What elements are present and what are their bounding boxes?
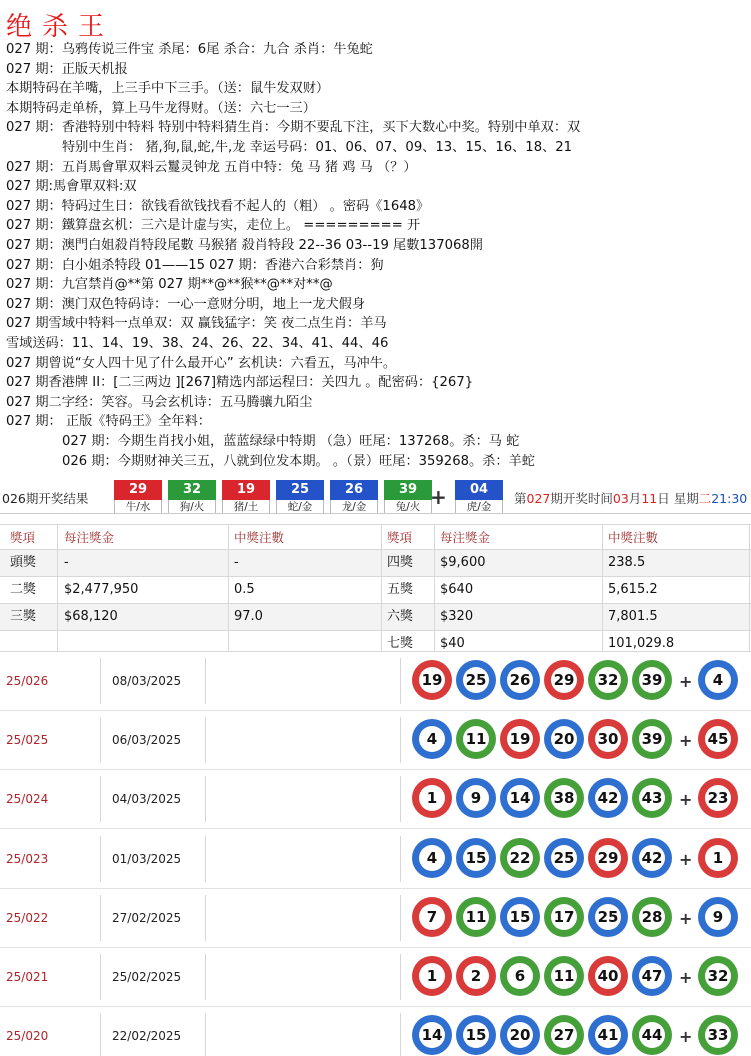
history-row [0, 889, 751, 948]
draw-ball [276, 480, 324, 514]
draw-ball [384, 480, 432, 514]
draw-ball-number: 29 [114, 480, 162, 500]
draw-ball-zodiac: 蛇/金 [276, 500, 324, 514]
draw-ball-zodiac: 虎/金 [455, 500, 503, 514]
ball-number: 42 [595, 785, 621, 811]
prize-header: 每注獎金 [440, 530, 491, 545]
plus-sign: + [679, 790, 693, 810]
draw-date: 01/03/2025 [112, 851, 182, 866]
draw-date: 25/02/2025 [112, 970, 182, 984]
history-column-divider [205, 895, 206, 941]
draw-date: 06/03/2025 [112, 733, 182, 748]
text-line: 027 期：香港特别中特料 特别中特料猜生肖：今期不要乱下注，买下大数心中奖。特别中单双：双 [6, 120, 581, 136]
plus-sign: + [430, 485, 447, 509]
next-draw-time: 21:30 [711, 491, 748, 506]
draw-ball-zodiac: 狗/火 [168, 500, 216, 514]
next-draw-weekday: 二 [698, 491, 712, 506]
history-column-divider [205, 717, 206, 763]
text-line: 027 期雪域中特料一点单双：双 赢钱猛字：笑 夜二点生肖：羊马 [6, 316, 387, 332]
ball-number: 26 [507, 667, 533, 693]
history-column-divider [100, 895, 101, 941]
draw-ball-zodiac: 猪/土 [222, 500, 270, 514]
ball-number: 20 [551, 726, 577, 752]
lottery-ball [544, 897, 584, 937]
lottery-ball [500, 897, 540, 937]
lottery-ball [544, 660, 584, 700]
prize-cell: 頭獎 [10, 555, 37, 570]
prize-table [0, 524, 751, 652]
ball-number: 19 [419, 667, 445, 693]
ball-number: 2 [463, 963, 489, 989]
lottery-ball [588, 660, 628, 700]
draw-date: 04/03/2025 [112, 792, 182, 807]
draw-ball [330, 480, 378, 514]
prize-cell: - [234, 555, 239, 570]
ball-number: 14 [507, 785, 533, 811]
lottery-ball [412, 838, 452, 878]
lottery-ball [588, 956, 628, 996]
prize-header: 獎項 [387, 530, 413, 545]
lottery-ball [500, 1015, 540, 1055]
draw-ball-zodiac: 牛/水 [114, 500, 162, 514]
prize-header: 中獎注數 [608, 530, 659, 545]
ball-number: 30 [595, 726, 621, 752]
prize-cell: $2,477,950 [64, 582, 139, 597]
next-draw-info [514, 489, 747, 507]
lottery-ball [500, 660, 540, 700]
ball-number: 4 [419, 726, 445, 752]
history-column-divider [100, 717, 101, 763]
draw-ball [222, 480, 270, 514]
history-results [0, 652, 751, 1056]
lottery-ball [544, 778, 584, 818]
lottery-ball [588, 1015, 628, 1055]
text-line: 特别中生肖： 猪,狗,鼠,蛇,牛,龙 幸运号码：01、06、07、09、13、15、16、18、21 [62, 140, 573, 155]
period-number: 25/024 [6, 792, 49, 807]
history-column-divider [100, 1013, 101, 1056]
ball-number: 15 [507, 904, 533, 930]
prize-column-divider [434, 524, 435, 652]
special-ball [698, 660, 738, 700]
text-line: 027 期曾说“女人四十见了什么最开心” 玄机诀：六看五，马冲牛。 [6, 355, 397, 371]
lottery-ball [456, 838, 496, 878]
lottery-ball [456, 1015, 496, 1055]
ball-number: 25 [463, 667, 489, 693]
draw-ball-zodiac: 龙/金 [330, 500, 378, 514]
period-number: 25/020 [6, 1029, 49, 1044]
lottery-ball [456, 660, 496, 700]
prize-cell: $640 [440, 582, 474, 597]
lottery-ball [412, 897, 452, 937]
ball-number: 41 [595, 1022, 621, 1048]
lottery-ball [456, 719, 496, 759]
period-number: 25/022 [6, 910, 49, 925]
lottery-ball [544, 956, 584, 996]
lottery-ball [456, 956, 496, 996]
prize-column-divider [602, 524, 603, 652]
history-column-divider [400, 717, 401, 763]
prize-cell: $320 [440, 609, 474, 624]
plus-sign: + [679, 908, 693, 928]
draw-ball-number: 04 [455, 480, 503, 500]
ball-number: 23 [705, 785, 731, 811]
prize-cell: $68,120 [64, 609, 118, 624]
history-column-divider [100, 658, 101, 704]
text-line: 027 期：正版天机报 [6, 61, 128, 77]
ball-number: 4 [419, 845, 445, 871]
ball-number: 25 [551, 845, 577, 871]
lottery-ball [412, 660, 452, 700]
history-column-divider [100, 776, 101, 822]
draw-date: 27/02/2025 [112, 910, 182, 925]
history-column-divider [400, 836, 401, 882]
prize-header: 獎項 [10, 530, 36, 545]
ball-number: 42 [639, 845, 665, 871]
draw-ball-number: 25 [276, 480, 324, 500]
history-column-divider [205, 658, 206, 704]
lottery-ball [412, 956, 452, 996]
history-column-divider [205, 1013, 206, 1056]
ball-number: 11 [463, 726, 489, 752]
next-draw-period: 027 [526, 491, 551, 506]
prize-cell: 六獎 [387, 609, 414, 624]
prize-cell: 七獎 [387, 636, 414, 651]
draw-date: 22/02/2025 [112, 1029, 182, 1044]
special-ball [698, 838, 738, 878]
ball-number: 27 [551, 1022, 577, 1048]
prize-cell: 四獎 [387, 555, 414, 570]
plus-sign: + [679, 968, 693, 987]
draw-ball-zodiac: 兔/火 [384, 500, 432, 514]
lottery-ball [500, 778, 540, 818]
lottery-ball [544, 838, 584, 878]
history-row [0, 652, 751, 711]
history-column-divider [100, 836, 101, 882]
ball-number: 17 [551, 904, 577, 930]
draw-ball [114, 480, 162, 514]
prize-column-divider [749, 524, 750, 652]
text-line: 027 期：澳门双色特码诗：一心一意财分明，地上一龙犬假身 [6, 296, 366, 312]
history-column-divider [205, 776, 206, 822]
ball-number: 47 [639, 963, 665, 989]
draw-date: 08/03/2025 [112, 674, 182, 688]
ball-number: 20 [507, 1022, 533, 1048]
ball-number: 4 [705, 667, 731, 693]
ball-number: 44 [639, 1022, 665, 1048]
text-line: 026 期：今期财神关三五，八就到位发本期。 。（景）旺尾：359268。杀：羊蛇 [62, 453, 535, 469]
draw-ball-number: 32 [168, 480, 216, 500]
special-ball [698, 1015, 738, 1055]
history-column-divider [400, 776, 401, 822]
text-line: 雪域送码：11、14、19、38、24、26、22、34、41、44、46 [6, 336, 389, 351]
draw-ball-number: 26 [330, 480, 378, 500]
plus-sign: + [679, 1027, 693, 1047]
ball-number: 39 [639, 726, 665, 752]
ball-number: 29 [595, 845, 621, 871]
ball-number: 1 [419, 785, 445, 811]
ball-number: 32 [705, 963, 731, 989]
ball-number: 19 [507, 726, 533, 752]
history-row [0, 711, 751, 770]
period-number: 25/026 [6, 674, 49, 688]
page-title: 绝杀王 [6, 12, 115, 42]
lottery-ball [588, 778, 628, 818]
prize-cell: $40 [440, 636, 465, 651]
ball-number: 1 [705, 845, 731, 871]
prize-column-divider [381, 524, 382, 652]
lottery-ball [632, 838, 672, 878]
ball-number: 7 [419, 904, 445, 930]
history-column-divider [400, 895, 401, 941]
lottery-ball [632, 956, 672, 996]
next-draw-day-unit: 日 星期 [657, 491, 699, 506]
lottery-ball [632, 719, 672, 759]
history-row [0, 948, 751, 1007]
history-row [0, 830, 751, 889]
history-column-divider [205, 954, 206, 1000]
ball-number: 28 [639, 904, 665, 930]
ball-number: 9 [705, 904, 731, 930]
ball-number: 43 [639, 785, 665, 811]
text-line: 027 期：乌鸦传说三件宝 杀尾：6尾 杀合：九合 杀肖：牛兔蛇 [6, 42, 373, 57]
ball-number: 29 [551, 667, 577, 693]
lottery-ball [456, 897, 496, 937]
history-column-divider [100, 954, 101, 1000]
lottery-ball [500, 838, 540, 878]
ball-number: 38 [551, 785, 577, 811]
prize-cell: $9,600 [440, 555, 486, 570]
ball-number: 45 [705, 726, 731, 752]
prize-cell: 97.0 [234, 609, 263, 624]
next-draw-month-unit: 月 [628, 491, 642, 506]
prize-cell: 7,801.5 [608, 609, 658, 624]
ball-number: 11 [551, 963, 577, 989]
text-line: 本期特码走单桥，算上马牛龙得财。（送：六七一三） [6, 100, 316, 116]
plus-sign: + [679, 849, 693, 869]
ball-number: 22 [507, 845, 533, 871]
text-line: 027 期： 正版《特码王》全年料： [6, 414, 211, 430]
text-line: 027 期二字经：笑容。马会玄机诗：五马腾骧九陌尘 [6, 394, 313, 410]
lottery-ball [456, 778, 496, 818]
ball-number: 6 [507, 963, 533, 989]
period-number: 25/023 [6, 851, 49, 866]
text-line: 027 期：九宫禁肖@**第 027 期**@**猴**@**对**@ [6, 277, 333, 293]
prize-header: 中獎注數 [234, 530, 285, 545]
ball-number: 15 [463, 1022, 489, 1048]
draw-bar-divider [0, 513, 751, 514]
lottery-ball [588, 719, 628, 759]
draw-ball [168, 480, 216, 514]
special-ball [698, 719, 738, 759]
text-line: 本期特码在羊嘴，上三手中下三手。（送：鼠牛发双财） [6, 81, 330, 97]
ball-number: 25 [595, 904, 621, 930]
lottery-ball [632, 1015, 672, 1055]
lottery-ball [544, 1015, 584, 1055]
text-line: 027 期:馬會單双料:双 [6, 179, 137, 195]
next-draw-mid: 期开奖时间 [550, 491, 613, 506]
period-number: 25/021 [6, 970, 49, 984]
prize-cell: 三獎 [10, 609, 37, 624]
text-line: 027 期：特码过生日：欲钱看欲钱找看不起人的（粗） 。密码《1648》 [6, 198, 430, 214]
history-row [0, 1007, 751, 1056]
special-ball [698, 778, 738, 818]
lottery-ball [500, 719, 540, 759]
prize-column-divider [228, 524, 229, 652]
ball-number: 14 [419, 1022, 445, 1048]
next-draw-month: 03 [612, 491, 629, 506]
lottery-ball [412, 778, 452, 818]
lottery-ball [588, 897, 628, 937]
lottery-ball [632, 660, 672, 700]
lottery-ball [500, 956, 540, 996]
ball-number: 40 [595, 963, 621, 989]
ball-number: 11 [463, 904, 489, 930]
lottery-ball [544, 719, 584, 759]
draw-ball-number: 19 [222, 480, 270, 500]
latest-draw-bar [0, 480, 751, 514]
plus-sign: + [679, 731, 693, 751]
text-line: 027 期：白小姐杀特段 01——15 027 期：香港六合彩禁肖：狗 [6, 257, 384, 273]
lottery-ball [412, 1015, 452, 1055]
lottery-ball [632, 897, 672, 937]
draw-result-label: 026期开奖结果 [2, 491, 89, 506]
prize-cell: 238.5 [608, 555, 646, 570]
lottery-ball [632, 778, 672, 818]
prize-cell: - [64, 555, 69, 570]
ball-number: 33 [705, 1022, 731, 1048]
special-ball [698, 897, 738, 937]
prize-cell: 二獎 [10, 582, 37, 597]
ball-number: 15 [463, 845, 489, 871]
history-column-divider [400, 1013, 401, 1056]
prize-cell: 5,615.2 [608, 582, 658, 597]
next-draw-day: 11 [641, 491, 658, 506]
special-draw-ball [455, 480, 503, 514]
text-line: 027 期：五肖馬會單双料云鬘灵钟龙 五肖中特：兔 马 猪 鸡 马 （？） [6, 159, 417, 175]
next-draw-prefix: 第 [514, 491, 527, 506]
history-row [0, 770, 751, 829]
history-column-divider [400, 658, 401, 704]
prize-header: 每注獎金 [64, 530, 115, 545]
ball-number: 39 [639, 667, 665, 693]
prize-column-divider [57, 524, 58, 652]
lottery-ball [412, 719, 452, 759]
ball-number: 32 [595, 667, 621, 693]
plus-sign: + [679, 672, 693, 691]
prize-cell: 0.5 [234, 582, 255, 597]
prize-cell: 五獎 [387, 582, 414, 597]
history-column-divider [400, 954, 401, 1000]
period-number: 25/025 [6, 733, 49, 748]
text-line: 027 期香港牌 II：[二三两边 ][267]精选内部运程曰：关四九 。配密码：{267} [6, 375, 474, 391]
special-ball [698, 956, 738, 996]
ball-number: 9 [463, 785, 489, 811]
text-line: 027 期：鐵算盘玄机：三六是计虚与实，走位上。 ========= 开 [6, 218, 421, 234]
history-column-divider [205, 836, 206, 882]
draw-ball-number: 39 [384, 480, 432, 500]
text-line: 027 期：澳門白姐殺肖特段尾數 马猴猪 殺肖特段 22--36 03--19 尾數137068開 [6, 238, 483, 253]
prize-cell: 101,029.8 [608, 636, 675, 651]
ball-number: 1 [419, 963, 445, 989]
text-line: 027 期：今期生肖找小姐，蓝蓝绿绿中特期 （急）旺尾：137268。杀：马 蛇 [62, 434, 520, 449]
lottery-ball [588, 838, 628, 878]
